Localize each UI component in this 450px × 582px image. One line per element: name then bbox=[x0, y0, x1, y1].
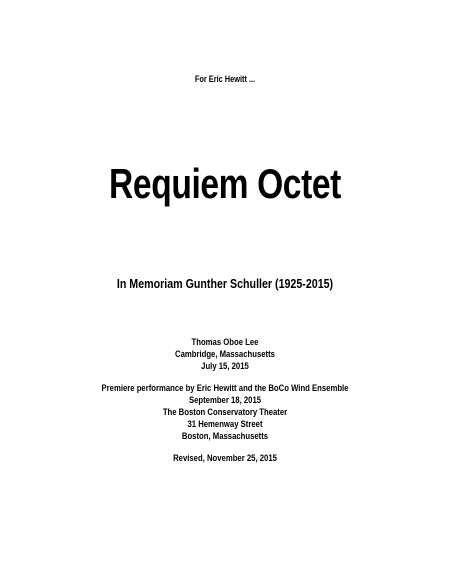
revision-date: Revised, November 25, 2015 bbox=[173, 453, 277, 463]
premiere-performers: Premiere performance by Eric Hewitt and the BoCo Wind Ensemble bbox=[101, 383, 349, 393]
composition-date: July 15, 2015 bbox=[201, 361, 249, 371]
premiere-city: Boston, Massachusetts bbox=[181, 431, 269, 441]
dedication-text: For Eric Hewitt ... bbox=[194, 74, 256, 84]
premiere-venue: The Boston Conservatory Theater bbox=[162, 407, 288, 417]
premiere-date: September 18, 2015 bbox=[188, 395, 262, 405]
composer-location: Cambridge, Massachusetts bbox=[175, 349, 275, 359]
premiere-street: 31 Hemenway Street bbox=[187, 419, 263, 429]
composer-name: Thomas Oboe Lee bbox=[191, 337, 259, 347]
page-title: Requiem Octet bbox=[109, 160, 341, 207]
memoriam-subtitle: In Memoriam Gunther Schuller (1925-2015) bbox=[116, 276, 334, 291]
